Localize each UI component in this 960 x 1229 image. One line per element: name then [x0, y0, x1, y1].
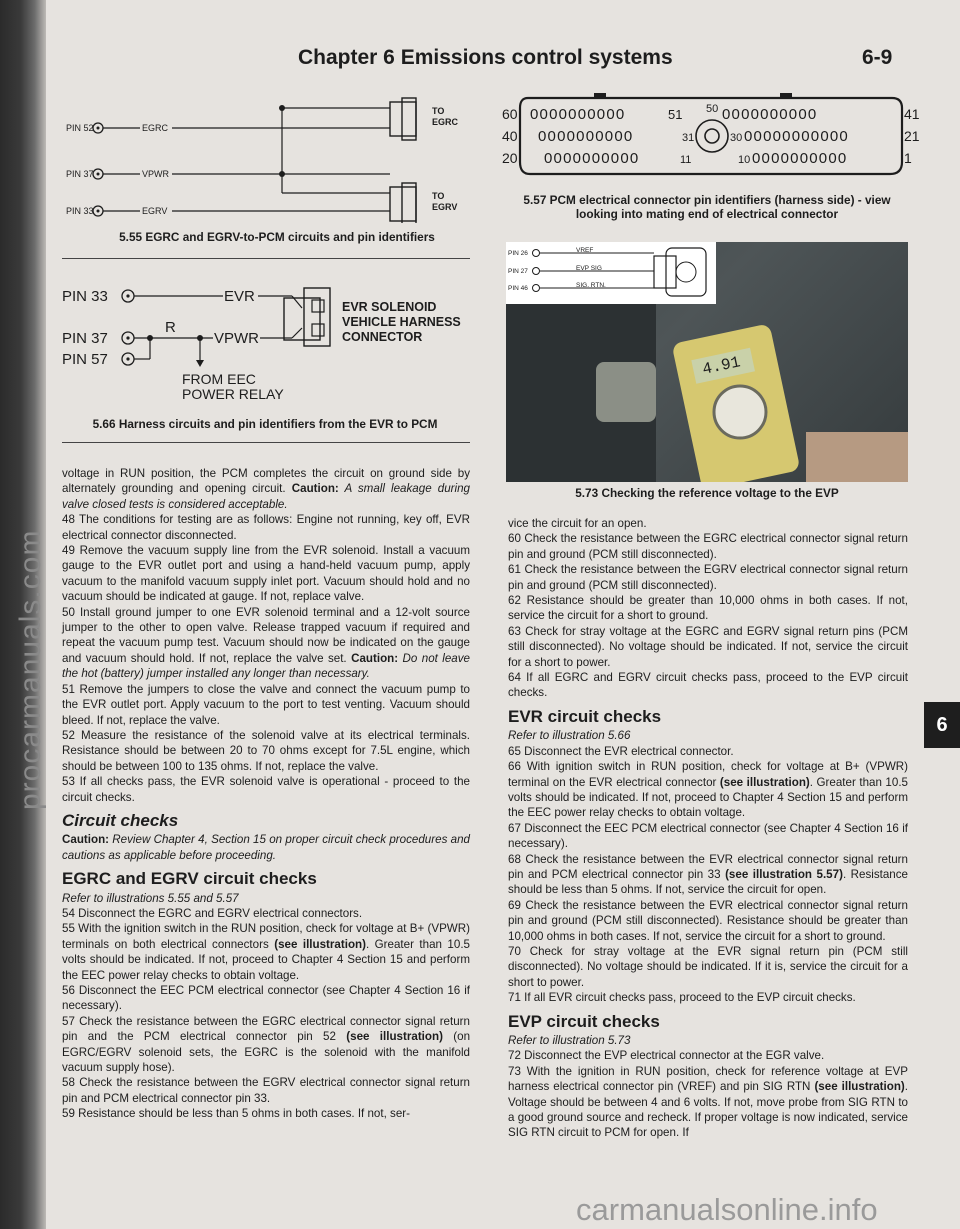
watermark-left: procarmanuals.com — [14, 529, 47, 810]
para-54: 54 Disconnect the EGRC and EGRV electrical connectors. — [62, 906, 363, 920]
photo-label-pin26: PIN 26 — [508, 250, 528, 257]
para-70: 70 Check for stray voltage at the EVR signal return pin (PCM still disconnected). No voltage should be indicated. If it is, service the circuit for a short to power. — [508, 944, 908, 989]
label-pin37: PIN 37 — [66, 169, 94, 179]
page-number: 6-9 — [862, 46, 893, 69]
chapter-side-tab: 6 — [924, 702, 960, 748]
para-73: 73 With the ignition in RUN position, check for reference voltage at EVP harness electrical connector pin (VREF) and pin SIG RTN (see illustration). Voltage should be between 4 and 6 volts. If not, move probe from SIG RTN to a good ground source and recheck. If proper voltage is now indicated, service SIG RTN circuit to PCM for open. If — [508, 1064, 908, 1140]
chapter-title: Chapter 6 Emissions control systems — [298, 46, 673, 69]
para-58: 58 Check the resistance between the EGRV electrical connector signal return pin and PCM electrical connector pin 33. — [62, 1076, 470, 1105]
label-egrc: EGRC — [142, 123, 169, 133]
caption-5-73: 5.73 Checking the reference voltage to the EVP — [575, 486, 839, 500]
para-56: 56 Disconnect the EEC PCM electrical connector (see Chapter 4 Section 16 if necessary). — [62, 984, 470, 1013]
label-from-2: POWER RELAY — [182, 386, 284, 400]
para-69: 69 Check the resistance between the EVR electrical connector signal return pin and ground (PCM still disconnected). Resistance should be greater than 10,000 ohms in both cases. If not, service the circuit for a short to ground. — [508, 898, 908, 943]
divider-2 — [62, 442, 470, 443]
para-59-cont: vice the circuit for an open. — [508, 517, 647, 530]
para-72: 72 Disconnect the EVP electrical connector at the EGR valve. — [508, 1049, 825, 1063]
connector-row1-pins-b: 0000000000 — [722, 106, 818, 123]
para-65: 65 Disconnect the EVR electrical connector. — [508, 744, 734, 758]
connector-row3-n10: 10 — [738, 154, 751, 166]
label-vpwr: VPWR — [142, 169, 169, 179]
connector-row1-left: 60 — [502, 106, 518, 122]
para-64: 64 If all EGRC and EGRV circuit checks pass, proceed to the EVP circuit checks. — [508, 671, 908, 700]
para-62: 62 Resistance should be greater than 10,000 ohms in both cases. If not, service the circuit for a short to ground. — [508, 594, 908, 623]
label-solenoid-3: CONNECTOR — [342, 330, 423, 344]
label-pin33: PIN 33 — [62, 288, 108, 305]
connector-row2-n31: 31 — [682, 132, 695, 144]
label-pin33: PIN 33 — [66, 206, 94, 216]
connector-row2-pins-a: 0000000000 — [538, 128, 634, 145]
para-59: 59 Resistance should be less than 5 ohms in both cases. If not, ser- — [62, 1107, 411, 1121]
meter-reading: 4.91 — [700, 353, 743, 379]
para-49: 49 Remove the vacuum supply line from the EVR solenoid. Install a vacuum gauge to the EVR outlet port and using a hand-held vacuum pump, apply vacuum to the manifold vacuum supply inlet port. Vacuum should hold and no vacuum should be indicated at gauge. If not, replace valve. — [62, 544, 470, 604]
connector-row2-pins-b: 00000000000 — [744, 128, 849, 145]
label-r: R — [165, 319, 176, 336]
para-52: 52 Measure the resistance of the solenoid valve at its electrical terminals. Resistance should be between 20 to 70 ohms except for 7.5L engine, which should be between 100 to 135 ohms. If not, replace the valve. — [62, 728, 470, 773]
figure-5-57-connector — [500, 92, 920, 192]
para-68: 68 Check the resistance between the EVR electrical connector signal return pin and PCM electrical connector pin 33 (see illustration 5.57). Resistance should be less than 5 ohms. If not, service the circuit for open. — [508, 852, 909, 897]
photo-label-pin46: PIN 46 — [508, 285, 528, 292]
para-48: 48 The conditions for testing are as follows: Engine not running, key off, EVR electrical connector disconnected. — [62, 513, 470, 542]
connector-row1-n51: 51 — [668, 107, 683, 122]
refer-egrc: Refer to illustrations 5.55 and 5.57 — [62, 891, 239, 905]
para-61: 61 Check the resistance between the EGRV electrical connector signal return pin and ground (PCM still disconnected). — [508, 563, 908, 592]
figure-5-66-diagram — [58, 280, 478, 400]
label-evr: EVR — [224, 288, 255, 305]
heading-evr: EVR circuit checks — [508, 706, 662, 726]
label-pin37: PIN 37 — [62, 330, 108, 347]
label-egrv: EGRV — [142, 206, 168, 216]
para-71: 71 If all EVR circuit checks pass, proceed to the EVP circuit checks. — [508, 991, 856, 1005]
connector-row1-n50: 50 — [706, 103, 719, 115]
refer-evr: Refer to illustration 5.66 — [508, 729, 631, 743]
heading-evp: EVP circuit checks — [508, 1011, 660, 1031]
label-to-egrv-1: TO — [432, 191, 445, 201]
connector-row3-pins-a: 0000000000 — [544, 150, 640, 167]
watermark-bottom: carmanualsonline.info — [576, 1192, 878, 1227]
connector-row3-n11: 11 — [680, 154, 692, 166]
label-solenoid-2: VEHICLE HARNESS — [342, 315, 461, 329]
caption-5-55: 5.55 EGRC and EGRV-to-PCM circuits and pin identifiers — [119, 230, 435, 244]
connector-row2-n30: 30 — [730, 132, 743, 144]
para-67: 67 Disconnect the EEC PCM electrical connector (see Chapter 4 Section 16 if necessary). — [508, 821, 908, 851]
para-66: 66 With ignition switch in RUN position, check for voltage at B+ (VPWR) terminal on the EVR electrical connector (see illustration). Greater than 10.5 volts should be indicated. If not, proceed to Chapter 4 Section 15 and perform the EEC power relay checks to obtain voltage. — [508, 760, 908, 820]
para-63: 63 Check for stray voltage at the EGRC and EGRV signal return pins (PCM still disconnected). No voltage should be indicated. If not, service the circuit for a short to power. — [508, 624, 908, 669]
photo-illustration — [506, 242, 908, 482]
para-57: 57 Check the resistance between the EGRC electrical connector signal return pin and the PCM electrical connector pin 52 (see illustration) (on EGRC/EGRV solenoid sets, the EGRC is the solenoid with the manifold vacuum supply hose). — [62, 1014, 471, 1075]
para-53: 53 If all checks pass, the EVR solenoid valve is operational - proceed to the circuit checks. — [62, 775, 470, 804]
caption-5-57: 5.57 PCM electrical connector pin identifiers (harness side) - view looking into mating end of electrical connector — [523, 193, 891, 221]
label-pin57: PIN 57 — [62, 351, 108, 368]
connector-row2-left: 40 — [502, 128, 518, 144]
label-to-egrc-1: TO — [432, 106, 445, 116]
left-column — [62, 466, 470, 1122]
para-50: 50 Install ground jumper to one EVR solenoid terminal and a 12-volt source jumper to the other to open valve. Release trapped vacuum if required and repeat the vacuum pump test. Vacuum should now be indicated on the gauge and vacuum should hold. If not, replace the valve set. Caution: Do not leave the hot (battery) jumper installed any longer than necessary. — [62, 605, 470, 681]
connector-row3-pins-b: 0000000000 — [752, 150, 848, 167]
para-51: 51 Remove the jumpers to close the valve and connect the vacuum pump to the EVR outlet port. Apply vacuum to the port to test venting. Vacuum should bleed. If not, replace the valve. — [62, 682, 470, 727]
label-from-1: FROM EEC — [182, 371, 256, 387]
connector-row3-right: 1 — [904, 150, 912, 166]
connector-row1-pins-a: 0000000000 — [530, 106, 626, 123]
connector-row2-right: 21 — [904, 128, 920, 144]
divider-1 — [62, 258, 470, 259]
label-vpwr: VPWR — [214, 330, 259, 347]
label-to-egrv-2: EGRV — [432, 202, 458, 212]
photo-label-sigrtn: SIG. RTN. — [576, 282, 606, 289]
caption-5-66: 5.66 Harness circuits and pin identifiers from the EVR to PCM — [92, 417, 438, 431]
photo-label-evpsig: EVP SIG — [576, 265, 602, 272]
photo-label-pin27: PIN 27 — [508, 268, 528, 275]
para-55: 55 With the ignition switch in the RUN position, check for voltage at B+ (VPWR) terminals on both electrical connectors (see illustration). Greater than 10.5 volts should be indicated. If not, proceed to Chapter 4 Section 15 and perform the EEC power relay checks to obtain voltage. — [62, 922, 470, 982]
heading-egrc-egrv: EGRC and EGRV circuit checks — [62, 869, 317, 889]
heading-circuit-checks: Circuit checks — [62, 810, 179, 830]
figure-5-73-photo — [506, 242, 908, 482]
label-solenoid-1: EVR SOLENOID — [342, 300, 437, 314]
photo-label-vref: VREF — [576, 247, 594, 254]
refer-evp: Refer to illustration 5.73 — [508, 1034, 631, 1047]
para-60: 60 Check the resistance between the EGRC electrical connector signal return pin and ground (PCM still disconnected). — [508, 532, 908, 561]
figure-5-55-diagram — [60, 88, 480, 223]
connector-row3-left: 20 — [502, 150, 518, 166]
label-pin52: PIN 52 — [66, 123, 94, 133]
right-column — [508, 516, 908, 1141]
para-caution: Caution: Review Chapter 4, Section 15 on proper circuit check procedures and cautions as applicable before proceeding. — [62, 833, 470, 862]
para-continued: voltage in RUN position, the PCM completes the circuit on ground side by alternately grounding and opening circuit. Caution: A small leakage during valve closed tests is considered acceptable. — [62, 467, 470, 511]
connector-row1-right: 41 — [904, 106, 920, 122]
label-to-egrc-2: EGRC — [432, 117, 459, 127]
